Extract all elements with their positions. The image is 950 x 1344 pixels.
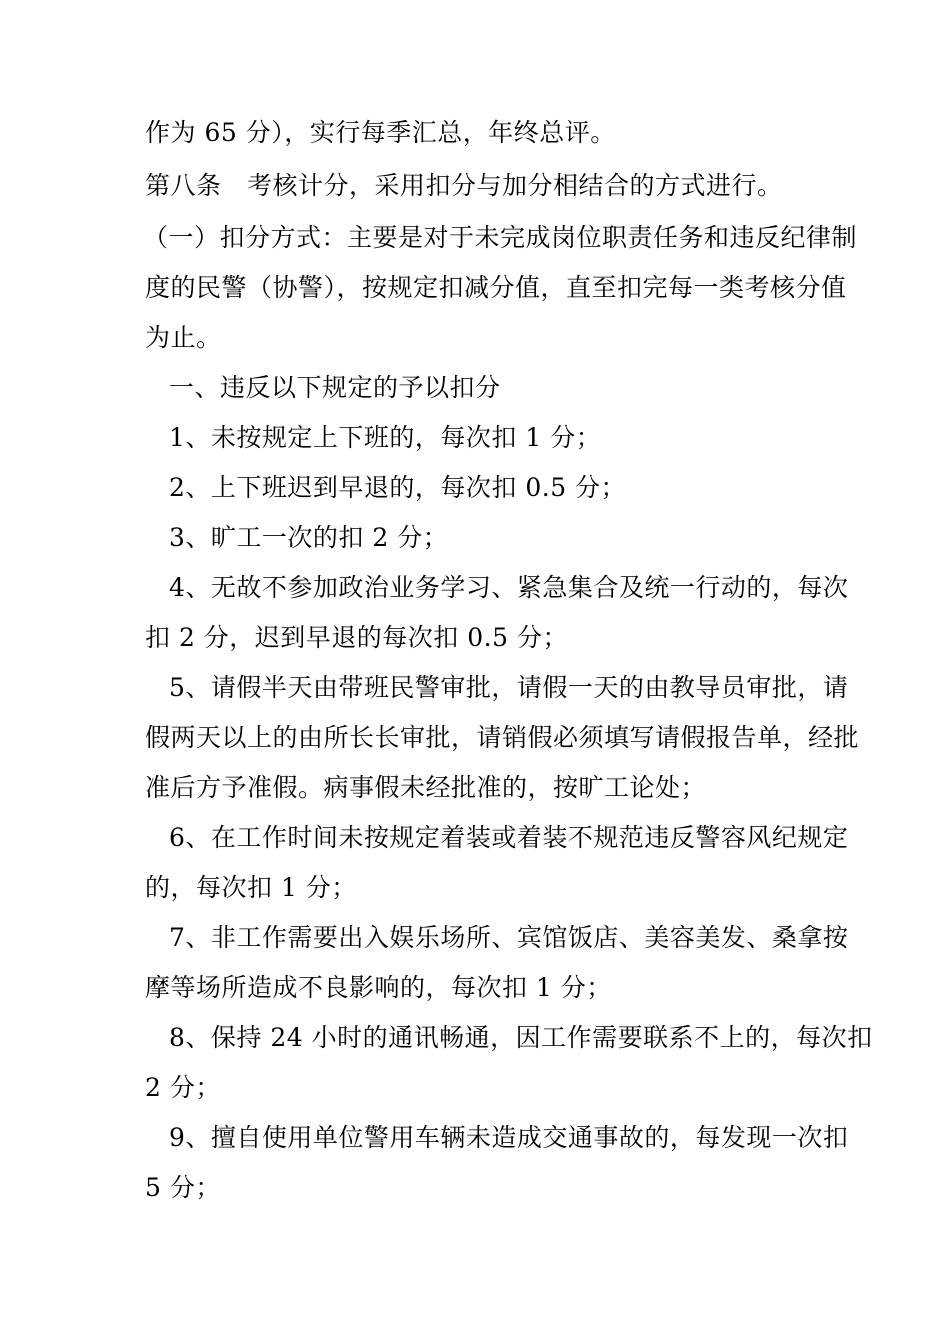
text-line-1: 作为 65 分），实行每季汇总，年终总评。 xyxy=(145,118,616,147)
item-9: 9、擅自使用单位警用车辆未造成交通事故的，每发现一次扣 xyxy=(169,1123,849,1152)
item-3: 3、旷工一次的扣 2 分； xyxy=(169,523,449,552)
item-2: 2、上下班迟到早退的，每次扣 0.5 分； xyxy=(169,473,627,502)
article-heading: 第八条 考核计分，采用扣分与加分相结合的方式进行。 xyxy=(145,171,783,200)
item-8: 8、保持 24 小时的通讯畅通，因工作需要联系不上的，每次扣 xyxy=(169,1023,873,1052)
item-7-cont: 摩等场所造成不良影响的，每次扣 1 分； xyxy=(145,973,612,1002)
text-line-3: （一）扣分方式：主要是对于未完成岗位职责任务和违反纪律制 xyxy=(143,223,858,252)
item-9-cont: 5 分； xyxy=(145,1173,221,1202)
text-line-4: 度的民警（协警），按规定扣减分值，直至扣完每一类考核分值 xyxy=(145,273,847,302)
item-5: 5、请假半天由带班民警审批，请假一天的由教导员审批，请 xyxy=(169,673,849,702)
item-1: 1、未按规定上下班的，每次扣 1 分； xyxy=(169,423,602,452)
item-4-cont: 扣 2 分，迟到早退的每次扣 0.5 分； xyxy=(145,623,568,652)
item-7: 7、非工作需要出入娱乐场所、宾馆饭店、美容美发、桑拿按 xyxy=(169,923,849,952)
item-6-cont: 的，每次扣 1 分； xyxy=(145,873,357,902)
item-6: 6、在工作时间未按规定着装或着装不规范违反警容风纪规定 xyxy=(169,823,849,852)
item-4: 4、无故不参加政治业务学习、紧急集合及统一行动的，每次 xyxy=(169,573,849,602)
text-line-5: 为止。 xyxy=(145,323,222,352)
item-5-cont-1: 假两天以上的由所长长审批，请销假必须填写请假报告单，经批 xyxy=(145,723,860,752)
item-5-cont-2: 准后方予准假。病事假未经批准的，按旷工论处； xyxy=(145,773,707,802)
section-heading: 一、违反以下规定的予以扣分 xyxy=(169,373,501,402)
item-8-cont: 2 分； xyxy=(145,1073,221,1102)
